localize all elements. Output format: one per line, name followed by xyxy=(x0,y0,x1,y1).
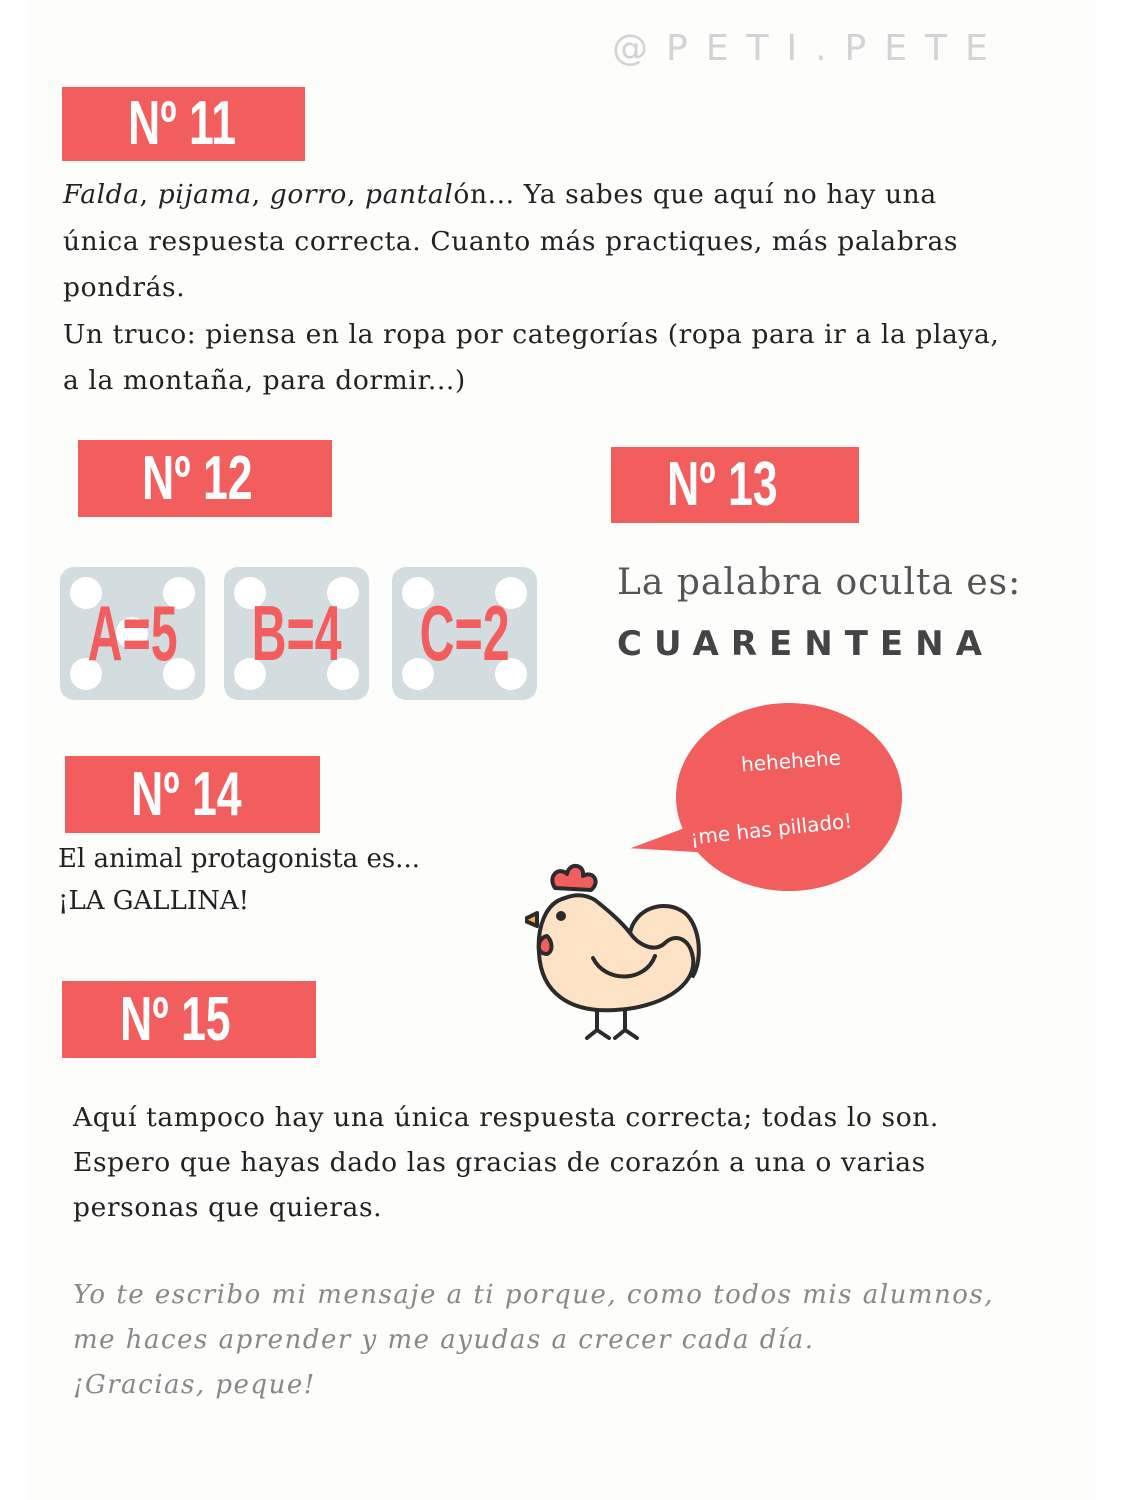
italic-word: Falda xyxy=(63,179,140,210)
badge-n11 xyxy=(62,87,305,161)
badge-n14 xyxy=(65,756,320,833)
hidden-word-answer: CUARENTENA xyxy=(617,624,994,664)
hen-icon xyxy=(525,858,710,1048)
answer-n15-line1: Aquí tampoco hay una única respuesta correcta; todas lo son. xyxy=(73,1102,939,1133)
badge-n15 xyxy=(62,981,316,1058)
badge-n12-label: Nº 12 xyxy=(142,444,253,513)
closing-message xyxy=(73,1273,1083,1408)
answer-n11-line5: a la montaña, para dormir...) xyxy=(63,365,466,396)
badge-n14-label: Nº 14 xyxy=(131,760,242,829)
answer-n14-line2: ¡LA GALLINA! xyxy=(58,886,250,916)
badge-n15-label: Nº 15 xyxy=(120,985,231,1054)
speech-bubble-line1: hehehehe xyxy=(740,745,842,777)
badge-n11-label: Nº 11 xyxy=(128,89,237,158)
speech-bubble-line2: ¡me has pillado! xyxy=(689,808,854,850)
dice-a xyxy=(60,567,205,700)
answer-n15 xyxy=(73,1095,1073,1230)
closing-message-line2: me haces aprender y me ayudas a crecer cada día. xyxy=(73,1325,815,1355)
badge-n12 xyxy=(78,440,332,517)
answer-n11-line4: Un truco: piensa en la ropa por categorías (ropa para ir a la playa, xyxy=(63,318,1000,350)
dice-c xyxy=(392,567,537,700)
answer-n15-line3: personas que quieras. xyxy=(73,1192,383,1223)
badge-n13-label: Nº 13 xyxy=(667,450,778,519)
answer-n15-line2: Espero que hayas dado las gracias de corazón a una o varias xyxy=(73,1147,926,1178)
italic-word: gorro xyxy=(269,179,347,210)
italic-word: pijama xyxy=(157,179,252,210)
hidden-word-intro: La palabra oculta es: xyxy=(617,562,1022,603)
dice-b xyxy=(224,567,369,700)
answer-n11-line3: pondrás. xyxy=(63,272,186,303)
author-handle: @PETI.PETE xyxy=(612,28,1006,69)
italic-word: pantal xyxy=(365,179,454,210)
answer-n11-line1: ón... Ya sabes que aquí no hay una xyxy=(453,179,937,210)
answer-n11: Falda, pijama, gorro, pantalón... Ya sabes que aquí no hay una única respuesta correcta. Cuanto más practiques, más palabras pondrás. Un truco: piensa en la ropa por categorías (ropa para ir a la playa, a la montaña, para dormir...) xyxy=(63,172,1073,405)
closing-message-line3: ¡Gracias, peque! xyxy=(73,1370,316,1400)
badge-n13 xyxy=(611,447,859,523)
answer-n11-line2: única respuesta correcta. Cuanto más practiques, más palabras xyxy=(63,225,959,257)
answer-n14 xyxy=(58,838,420,922)
answer-n14-line1: El animal protagonista es... xyxy=(58,844,420,874)
dice-b-text: B=4 xyxy=(251,589,342,677)
closing-message-line1: Yo te escribo mi mensaje a ti porque, como todos mis alumnos, xyxy=(73,1280,995,1310)
dice-c-text: C=2 xyxy=(419,589,510,677)
dice-a-text: A=5 xyxy=(87,589,178,677)
